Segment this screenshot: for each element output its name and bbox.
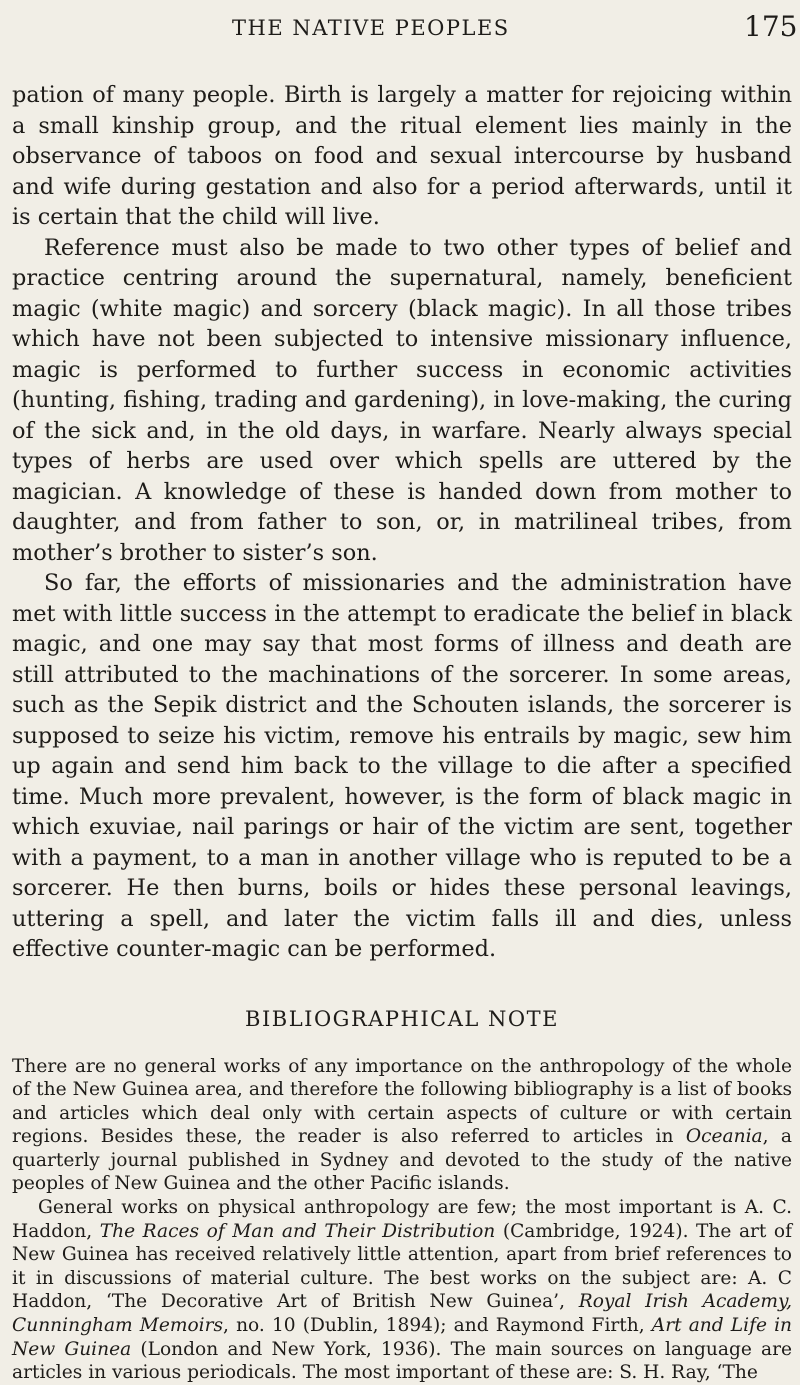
main-text [12,80,792,965]
text-run: (London and New York, 1936). The main sources on language are articles in various periodicals. The most important of these are: S. H. Ray, ‘The [12,1338,792,1384]
text-run: General works on physical anthropology are few; the most important is A. C. Haddon, [12,1197,792,1242]
note-paragraph [12,1055,792,1197]
note-paragraph [12,1196,792,1385]
journal-title: Oceania [685,1126,763,1148]
running-head [0,4,800,44]
page-number: 175 [744,10,798,43]
paragraph: pation of many people. Birth is largely a matter for rejoicing within a small kinship group, and the ritual element lies mainly in the observance of taboos on food and sexual intercourse by husband and wife during gestation and also for a period afterwards, until it is certain that the child will live. [12,82,792,230]
text-run: , no. 10 (Dublin, 1894); and Raymond Firth, [223,1315,652,1337]
text-run: There are no general works of any importance on the anthropology of the whole of the New Guinea area, and therefore the following bibliography is a list of books and articles which deal only with certain aspects of culture or with certain regions. Besides these, the reader is also referred to articles in [12,1055,792,1148]
section-heading: BIBLIOGRAPHICAL NOTE [245,1006,559,1031]
series-title: Royal Irish Academy, Cunningham Memoirs [12,1291,792,1337]
running-title: THE NATIVE PEOPLES [232,16,510,40]
paragraph: So far, the efforts of missionaries and the administration have met with little success in the attempt to eradicate the belief in black magic, and one may say that most forms of illness and death are still attributed to the machinations of the sorcerer. In some areas, such as the Sepik district and the Schouten islands, the sorcerer is supposed to seize his victim, remove his entrails by magic, sew him up again and send him back to the village to die after a specified time. Much more prevalent, however, is the form of black magic in which exuviae, nail parings or hair of the victim are sent, together with a payment, to a man in another village who is reputed to be a sorcerer. He then burns, boils or hides these personal leavings, uttering a spell, and later the victim falls ill and dies, unless effective counter-magic can be performed. [12,570,792,962]
text-run: , a quarterly journal published in Sydney and devoted to the study of the native peoples of New Guinea and the other Pacific islands. [12,1126,792,1195]
paragraph: Reference must also be made to two other types of belief and practice centring around the supernatural, namely, beneficient magic (white magic) and sorcery (black magic). In all those tribes which have not been subjected to intensive missionary influence, magic is performed to further success in economic activities (hunting, fishing, trading and gardening), in love-making, the curing of the sick and, in the old days, in warfare. Nearly always special types of herbs are used over which spells are uttered by the magician. A knowledge of these is handed down from mother to daughter, and from father to son, or, in matrilineal tribes, from mother’s brother to sister’s son. [12,234,792,566]
page-body [12,80,792,1385]
book-title: Art and Life in New Guinea [12,1315,792,1360]
text-run: (Cambridge, 1924). The art of New Guinea has received relatively little attention, apart from brief references to it in discussions of material culture. The best works on the subject are: A. C Haddon, ‘The Decorative Art of British New Guinea’, [12,1220,792,1313]
book-title: The Races of Man and Their Distribution [99,1220,496,1242]
bibliographical-note [12,1055,792,1385]
